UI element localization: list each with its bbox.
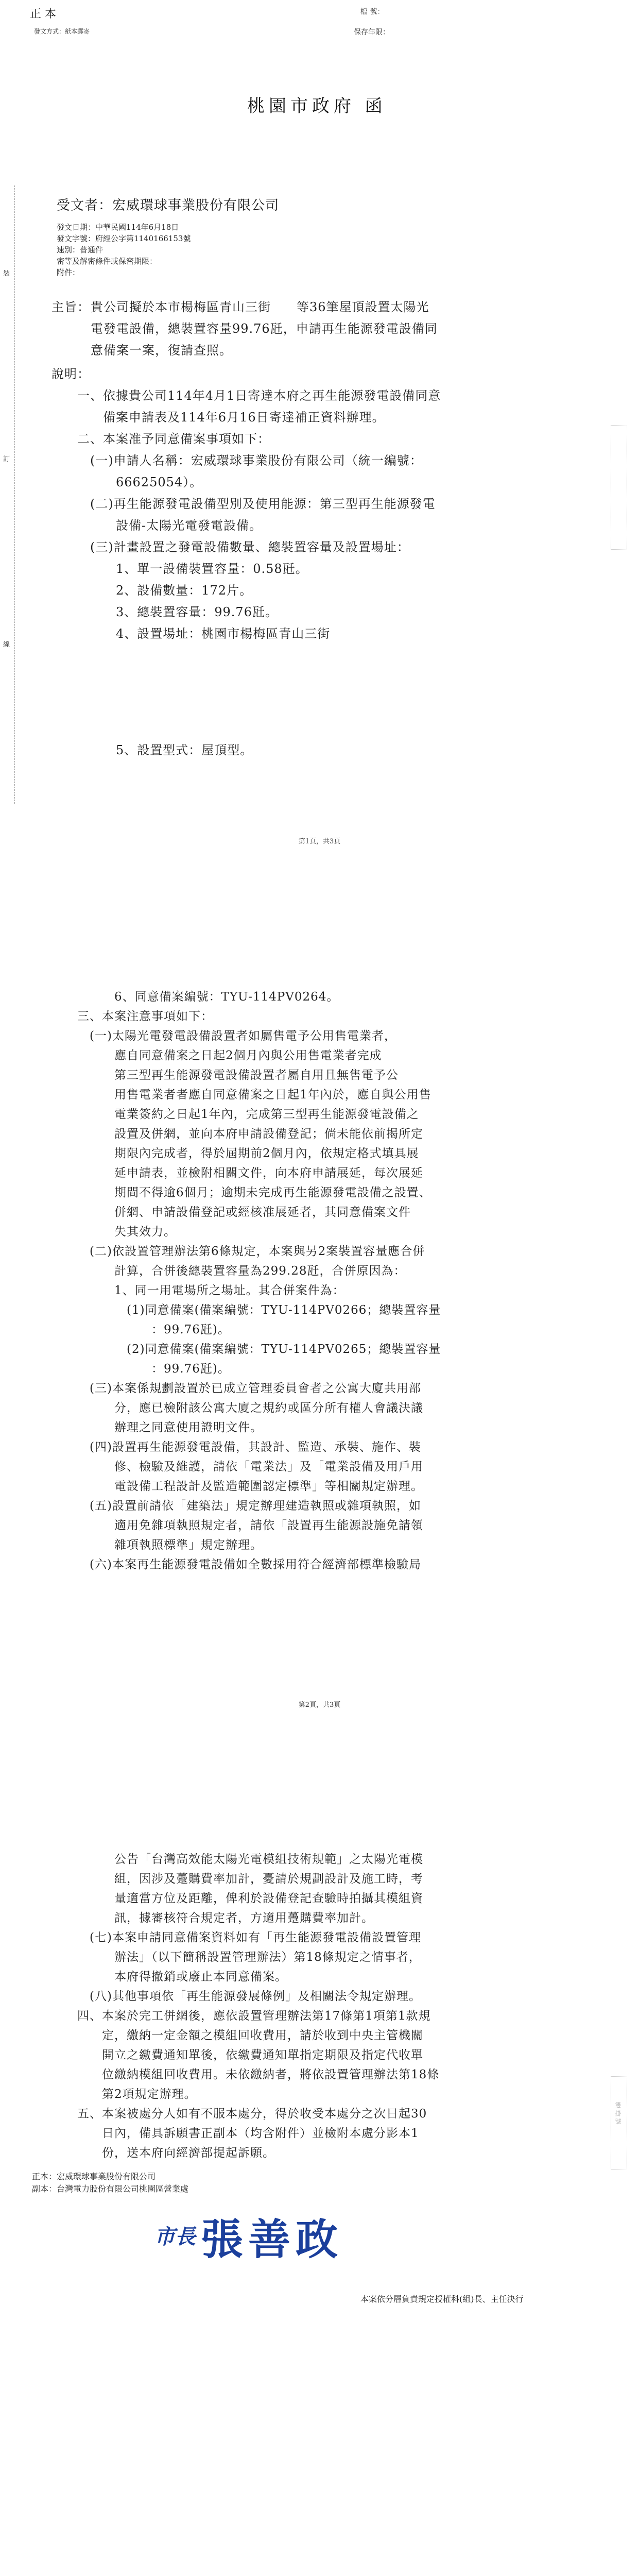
body-line: 期間不得逾6個月；逾期未完成再生能源發電設備之設置、 xyxy=(77,1186,431,1199)
body-line: (一)太陽光電發電設備設置者如屬售電予公用售電業者， xyxy=(77,1029,396,1043)
issue-number: 發文字號：府經公字第1140166153號 xyxy=(57,234,191,243)
mayor-signature: 張善政 xyxy=(201,2215,343,2264)
binding-mark-zhuang: 裝 xyxy=(3,270,10,278)
subject-line: 貴公司擬於本市楊梅區青山三街 等36筆屋頂設置太陽光 xyxy=(91,300,429,314)
body-line: 備案申請表及114年6月16日寄達補正資料辦理。 xyxy=(77,410,385,425)
body-line: 組，因涉及躉購費率加計，憂請於規劃設計及施工時，考 xyxy=(77,1872,423,1886)
original-recipient: 正本：宏威環球事業股份有限公司 xyxy=(32,2172,156,2181)
body-line: ：99.76瓩)。 xyxy=(77,1323,230,1336)
body-line: (四)設置再生能源發電設備，其設計、監造、承裝、施作、裝 xyxy=(77,1440,421,1454)
binding-line xyxy=(14,185,15,804)
body-line: 電設備工程設計及監造範圍認定標準」等相關規定辦理。 xyxy=(77,1480,423,1493)
recipient: 受文者：宏威環球事業股份有限公司 xyxy=(57,198,280,213)
body-line: (五)設置前請依「建築法」規定辦理建造執照或雜項執照，如 xyxy=(77,1499,421,1513)
side-stamp xyxy=(611,425,627,550)
body-line: (1)同意備案(備案編號：TYU-114PV0266；總裝置容量 xyxy=(77,1303,441,1317)
body-line: (八)其他事項依「再生能源發展條例」及相關法令規定辦理。 xyxy=(77,1990,421,2003)
body-line: 辦法」（以下簡稱設置管理辦法）第18條規定之情事者， xyxy=(77,1951,421,1964)
body-line: (三)本案係規劃設置於已成立管理委員會者之公寓大廈共用部 xyxy=(77,1382,421,1395)
body-line: 2、設備數量：172片。 xyxy=(77,583,253,598)
body-line: 設備-太陽光電發電設備。 xyxy=(77,518,263,533)
subject-line: 電發電設備，總裝置容量99.76瓩，申請再生能源發電設備同 xyxy=(91,321,438,336)
body-line: 用售電業者者應自同意備案之日起1年內於，應自與公用售 xyxy=(77,1088,431,1101)
body-line: (七)本案申請同意備案資料如有「再生能源發電設備設置管理 xyxy=(77,1931,421,1944)
body-line: ：99.76瓩)。 xyxy=(77,1362,230,1376)
subject-line: 意備案一案，復請查照。 xyxy=(91,343,232,358)
body-line: (2)同意備案(備案編號：TYU-114PV0265；總裝置容量 xyxy=(77,1343,441,1356)
send-method: 發文方式：紙本郵寄 xyxy=(34,28,90,35)
page-footer: 第2頁，共3頁 xyxy=(298,1701,341,1709)
subject-label: 主旨： xyxy=(51,300,90,314)
body-line: 公告「台灣高效能太陽光電模組技術規範」之太陽光電模 xyxy=(77,1853,423,1866)
body-line: 位繳納模組回收費用。未依繳納者，將依設置管理辦法第18條 xyxy=(77,2068,440,2081)
body-line: 電業簽約之日起1年內，完成第三型再生能源發電設備之 xyxy=(77,1108,419,1121)
speed: 速別：普通件 xyxy=(57,245,103,255)
body-line: 適用免雜項執照規定者，請依「設置再生能源設施免請領 xyxy=(77,1519,423,1532)
body-line: 4、設置場址：桃園市楊梅區青山三街 xyxy=(77,626,331,641)
explanation-label: 說明： xyxy=(51,367,90,381)
body-line: 3、總裝置容量：99.76瓩。 xyxy=(77,605,278,619)
mayor-title: 市長 xyxy=(154,2225,196,2249)
body-line: 四、本案於完工併網後，應依設置管理辦法第17條第1項第1款規 xyxy=(77,2009,431,2023)
body-line: 五、本案被處分人如有不服本處分，得於收受本處分之次日起30 xyxy=(77,2107,427,2121)
copy-recipient: 副本：台灣電力股份有限公司桃園區營業處 xyxy=(32,2184,189,2194)
body-line: 修、檢驗及維護，請依「電業法」及「電業設備及用戶用 xyxy=(77,1460,423,1473)
body-line: 定，繳納一定金額之模組回收費用，請於收到中央主管機關 xyxy=(77,2029,423,2042)
body-line: 6、同意備案編號：TYU-114PV0264。 xyxy=(77,990,339,1004)
body-line: 日內，備具訴願書正副本（均含附件）並檢附本處分影本1 xyxy=(77,2127,419,2140)
body-line: 失其效力。 xyxy=(77,1225,176,1239)
body-line: 份，送本府向經濟部提起訴願。 xyxy=(77,2146,275,2160)
body-line: (三)計畫設置之發電設備數量、總裝置容量及設置場址： xyxy=(77,540,410,554)
body-line: 66625054）。 xyxy=(77,475,203,489)
body-line: 計算，合併後總裝置容量為299.28瓩，合併原因為： xyxy=(77,1264,406,1278)
body-line: (六)本案再生能源發電設備如全數採用符合經濟部標準檢驗局 xyxy=(77,1558,421,1571)
body-line: 第2項規定辦理。 xyxy=(77,2088,197,2101)
body-line: 開立之繳費通知單後，依繳費通知單指定期限及指定代收單 xyxy=(77,2048,423,2062)
body-line: 二、本案准予同意備案事項如下： xyxy=(77,432,270,446)
binding-mark-ding: 訂 xyxy=(3,455,10,463)
body-line: 三、本案注意事項如下： xyxy=(77,1010,213,1023)
body-line: (二)依設置管理辦法第6條規定，本案與另2案裝置容量應合併 xyxy=(77,1245,425,1258)
body-line: 應自同意備案之日起2個月內與公用售電業者完成 xyxy=(77,1049,382,1062)
delegation-note: 本案依分層負責規定授權科(組)長、主任決行 xyxy=(360,2294,524,2304)
page-3 xyxy=(0,1814,639,2576)
page-2 xyxy=(0,938,639,1762)
body-line: 1、單一設備裝置容量：0.58瓩。 xyxy=(77,562,308,576)
security-level: 密等及解密條件或保密期限： xyxy=(57,257,158,266)
body-line: 一、依據貴公司114年4月1日寄達本府之再生能源發電設備同意 xyxy=(77,388,441,403)
body-line: 量適當方位及距離，俾利於設備登記查驗時拍攝其模組資 xyxy=(77,1892,423,1905)
page-1 xyxy=(0,0,639,845)
body-line: 辦理之同意使用證明文件。 xyxy=(77,1421,263,1434)
body-line: 延申請表，並檢附相關文件，向本府申請展延，每次展延 xyxy=(77,1166,423,1180)
binding-mark-xian: 線 xyxy=(3,641,10,649)
doc-copy-label: 正 本 xyxy=(30,8,56,21)
body-line: 5、設置型式：屋頂型。 xyxy=(77,743,253,757)
body-line: 併網、申請設備登記或經核准展延者，其同意備案文件 xyxy=(77,1206,411,1219)
body-line: 分，應已檢附該公寓大廈之規約或區分所有權人會議決議 xyxy=(77,1401,423,1415)
document-title: 桃園市政府 函 xyxy=(247,96,387,116)
file-number-label: 檔 號： xyxy=(360,8,385,16)
attachment: 附件： xyxy=(57,268,80,277)
body-line: (一)申請人名稱：宏威環球事業股份有限公司（統一編號： xyxy=(77,453,423,468)
body-line: 1、同一用電場所之場址。其合併案件為： xyxy=(77,1284,345,1297)
body-line: 雜項執照標準」規定辦理。 xyxy=(77,1538,263,1552)
body-line: 本府得撤銷或廢止本同意備案。 xyxy=(77,1970,287,1984)
body-line: 訊，據審核符合規定者，方適用躉購費率加計。 xyxy=(77,1911,374,1925)
body-line: 設置及併網，並向本府申請設備登記；倘未能依前揭所定 xyxy=(77,1127,423,1141)
body-line: 第三型再生能源發電設備設置者屬自用且無售電予公 xyxy=(77,1069,399,1082)
body-line: 期限內完成者，得於屆期前2個月內，依規定格式填具展 xyxy=(77,1147,419,1160)
issue-date: 發文日期：中華民國114年6月18日 xyxy=(57,223,179,232)
retention-label: 保存年限： xyxy=(354,28,390,37)
page-footer: 第1頁，共3頁 xyxy=(298,838,341,845)
body-line: (二)再生能源發電設備型別及使用能源：第三型再生能源發電 xyxy=(77,497,436,511)
double-registered-stamp-text: 雙 掛 號 xyxy=(614,2102,621,2125)
